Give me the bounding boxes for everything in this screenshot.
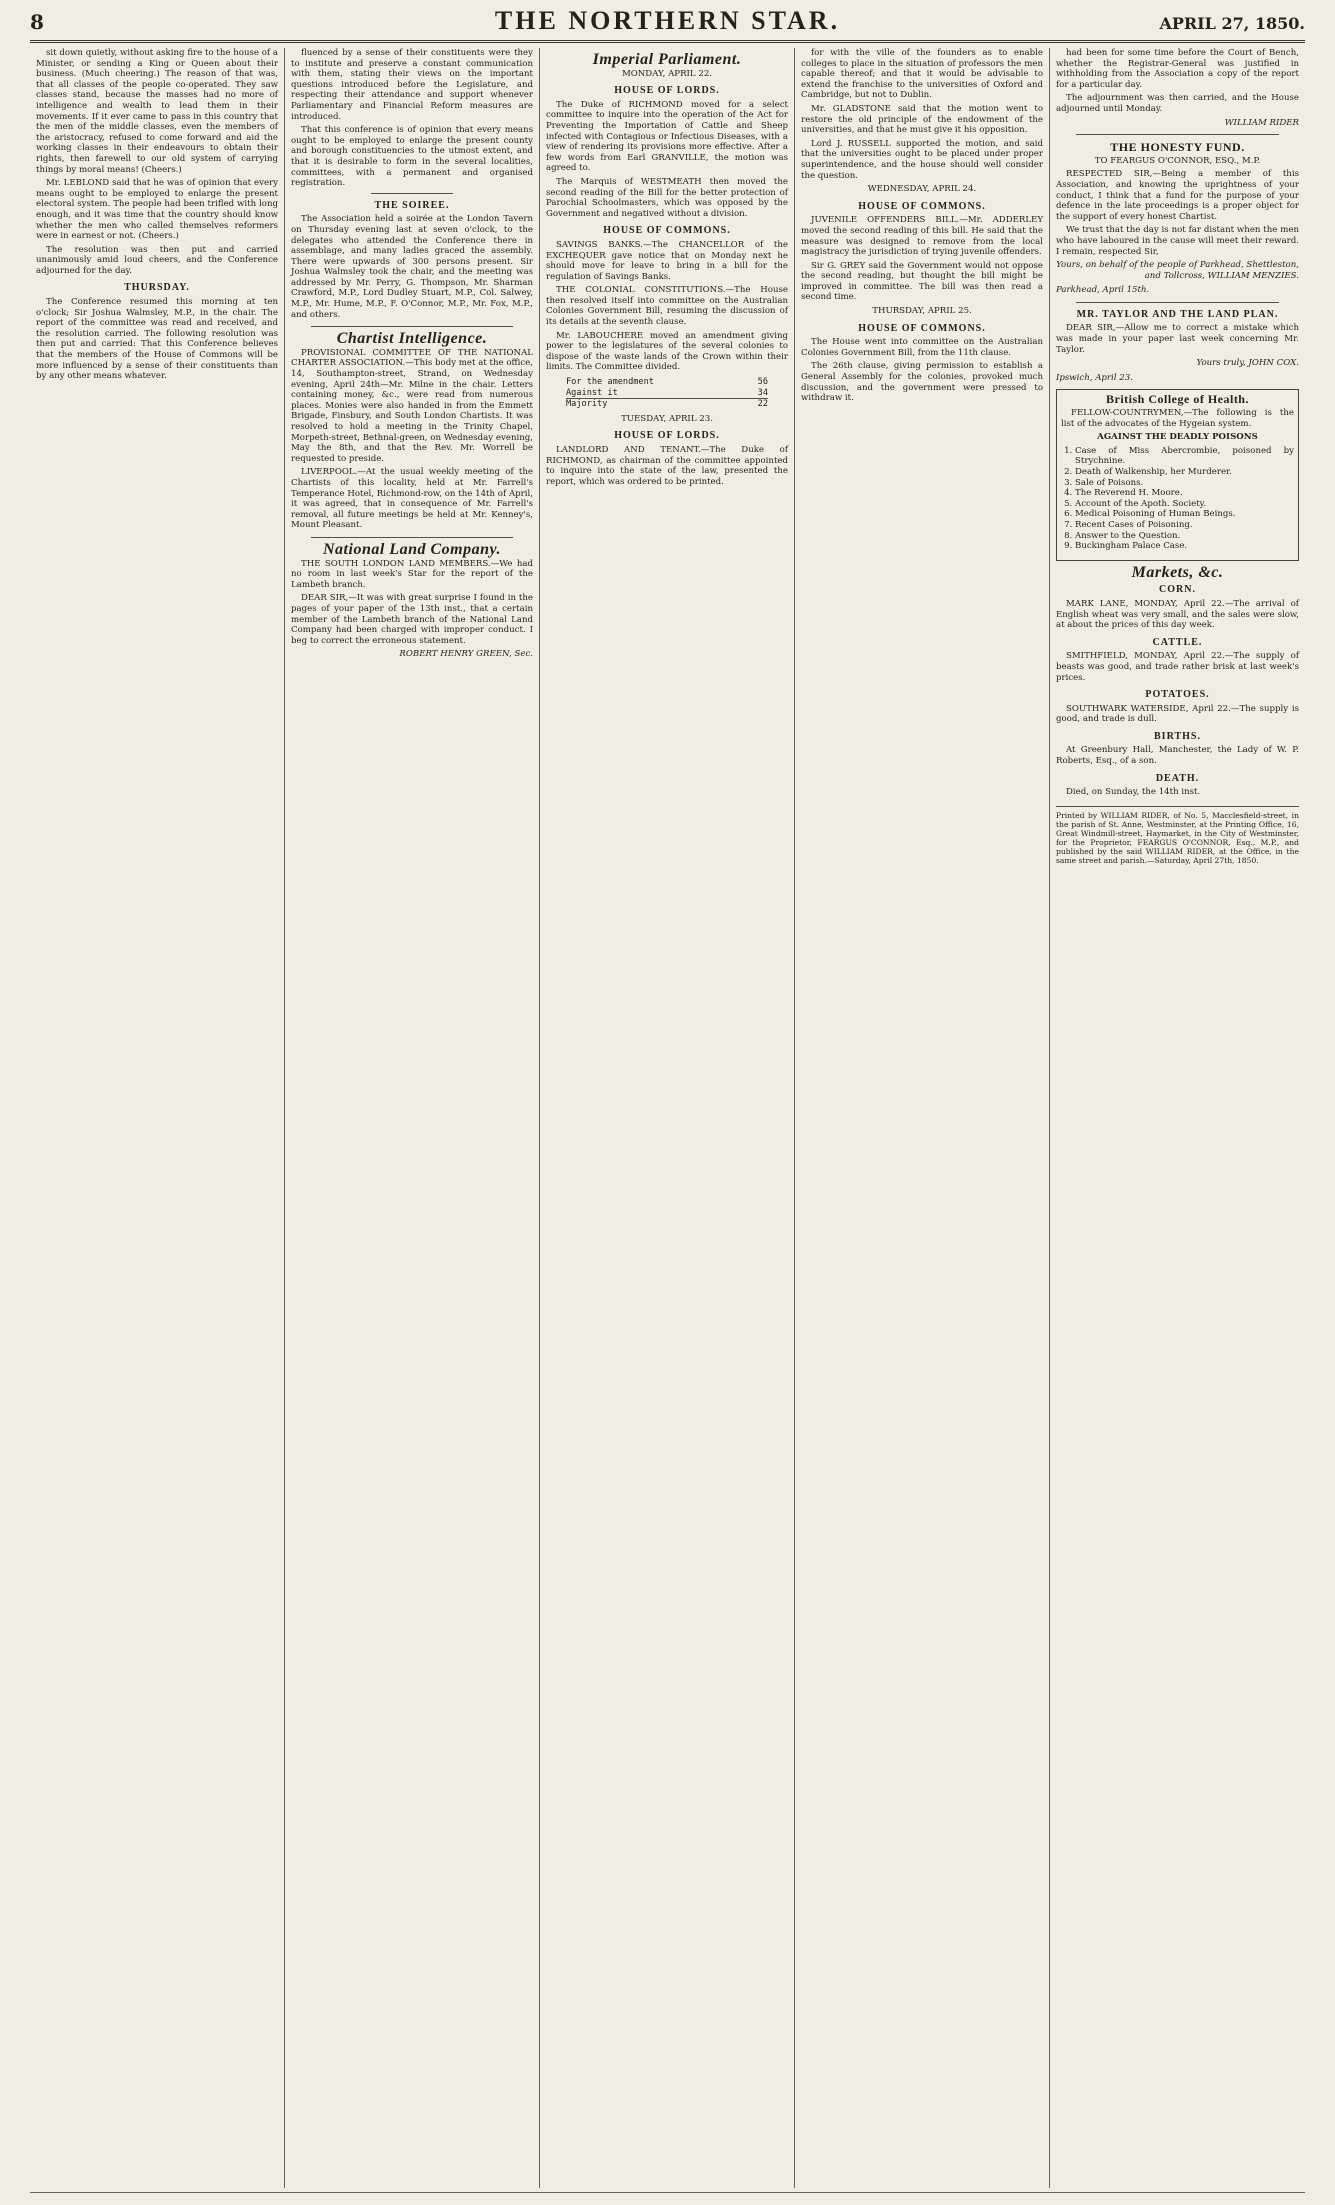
article-paragraph: for with the ville of the founders as to enable colleges to place in the situation of professors the men capable thereof; and that it would be advisable to extend the franchise to the universities of Oxford and Cambridge, but not to Dublin. (801, 48, 1043, 101)
article-paragraph: Mr. LEBLOND said that he was of opinion that every means ought to be employed to enlarge the present electoral system. The people had been trifled with long enough, and it was time that the country should know whether the men who called themselves reformers were in earnest or not. (Cheers.) (36, 178, 278, 242)
masthead (30, 6, 1305, 43)
article-paragraph: The House went into committee on the Australian Colonies Government Bill, from the 11th clause. (801, 337, 1043, 358)
article-paragraph: LIVERPOOL.—At the usual weekly meeting of the Chartists of this locality, held at Mr. Farrell's Temperance Hotel, Richmond-row, on the 14th of April, it was agreed, that in consequence of Mr. Farrell's removal, all future meetings be held at Mr. Kenney's, Mount Pleasant. (291, 467, 533, 531)
article-paragraph: The resolution was then put and carried unanimously amid loud cheers, and the Conference adjourned for the day. (36, 244, 278, 276)
article-paragraph: Lord J. RUSSELL supported the motion, and said that the universities ought to be placed under proper superintendence, and the house should well consider the question. (801, 138, 1043, 181)
bottom-rule (30, 2192, 1305, 2193)
list-item: 1. Case of Miss Abercrombie, poisoned by Strychnine. (1075, 446, 1294, 467)
divider (311, 537, 513, 538)
section-heading: MR. TAYLOR AND THE LAND PLAN. (1076, 308, 1279, 320)
section-heading: Imperial Parliament. (592, 51, 742, 68)
division-label: Majority (566, 399, 608, 410)
article-paragraph: The adjournment was then carried, and the House adjourned until Monday. (1056, 93, 1299, 114)
section-heading: THE HONESTY FUND. (1110, 140, 1245, 155)
signature: Yours truly, JOHN COX. (1196, 358, 1299, 369)
subsection-heading: HOUSE OF LORDS. (614, 430, 720, 442)
subsection-heading: HOUSE OF COMMONS. (603, 225, 731, 237)
article-paragraph: Mr. LABOUCHERE moved an amendment giving power to the legislatures of the several colonies to dispose of the waste lands of the Crown within their limits. The Committee divided. (546, 330, 788, 373)
article-paragraph: LANDLORD AND TENANT.—The Duke of RICHMOND, as chairman of the committee appointed to inquire into the state of the law, presented the report, which was ordered to be printed. (546, 445, 788, 487)
subsection-heading: HOUSE OF COMMONS. (858, 200, 986, 212)
division-value: 22 (757, 399, 768, 410)
ad-list-title: AGAINST THE DEADLY POISONS (1097, 432, 1258, 443)
page-number: 8 (30, 10, 44, 34)
division-value: 56 (757, 377, 768, 388)
article-paragraph: RESPECTED SIR,—Being a member of this Association, and knowing the uprightness of your conduct, I think that a fund for the purpose of your defence in the late proceedings is a proper object for the support of every honest Chartist. (1056, 169, 1299, 222)
list-item: 8. Answer to the Question. (1075, 531, 1294, 542)
signature: Yours, on behalf of the people of Parkhead, Shettleston, and Tollcross, WILLIAM MENZIES. (1056, 260, 1299, 281)
article-paragraph: Died, on Sunday, the 14th inst. (1066, 787, 1201, 798)
newspaper-title: THE NORTHERN STAR. (494, 6, 841, 35)
article-paragraph: We trust that the day is not far distant when the men who have laboured in the cause will meet their reward. I remain, respected Sir, (1056, 225, 1299, 257)
dateline: Ipswich, April 23. (1056, 372, 1133, 383)
list-item: 3. Sale of Poisons. (1075, 478, 1294, 489)
article-paragraph: SMITHFIELD, MONDAY, April 22.—The supply of beasts was good, and trade rather brisk at last week's prices. (1056, 651, 1299, 683)
article-paragraph: The Association held a soirée at the London Tavern on Thursday evening last at seven o'clock, to the delegates who attended the Conference there in assemblage, and many ladies graced the assembly. There were upwards of 300 persons present. Sir Joshua Walmsley took the chair, and the meeting was addressed by Mr. Perry, G. Thompson, Mr. Sharman Crawford, M.P., Lord Dudley Stuart, M.P., Col. Salwey, M.P., Mr. Hume, M.P., F. O'Connor, M.P., Mr. Fox, M.P., and others. (291, 214, 533, 320)
list-item: 2. Death of Walkenship, her Murderer. (1075, 467, 1294, 478)
date-line: TUESDAY, APRIL 23. (621, 413, 713, 424)
section-heading: Chartist Intelligence. (336, 330, 488, 348)
article-paragraph: That this conference is of opinion that every means ought to be employed to enlarge the present county and borough constituencies to the utmost extent, and that it is desirable to form in the several localities, committees, with a permanent and organised registration. (291, 125, 533, 189)
divider (371, 193, 453, 194)
article-paragraph: fluenced by a sense of their constituents were they to institute and preserve a constant communication with them, stating their views on the important questions introduced before the Legislature, and respecting their attendance and support whenever Parliamentary and Financial Reform measures are introduced. (291, 48, 533, 122)
divider (1076, 134, 1279, 135)
section-heading: THURSDAY. (124, 282, 190, 294)
list-item: 6. Medical Poisoning of Human Beings. (1075, 509, 1294, 520)
article-paragraph: At Greenbury Hall, Manchester, the Lady of W. P. Roberts, Esq., of a son. (1056, 745, 1299, 767)
subsection-heading: DEATH. (1155, 772, 1200, 784)
article-paragraph: The Duke of RICHMOND moved for a select committee to inquire into the operation of the Act for Preventing the Importation of Cattle and Sheep infected with Contagious or Infectious Diseases, with a view of rendering its provisions more effective. After a few words from Earl GRANVILLE, the motion was agreed to. (546, 99, 788, 174)
divider (1076, 302, 1279, 303)
issue-date: APRIL 27, 1850. (1159, 14, 1305, 33)
ad-list (1075, 446, 1294, 552)
article-paragraph: MARK LANE, MONDAY, April 22.—The arrival of English wheat was very small, and the sales were slow, at about the prices of this day week. (1056, 598, 1299, 631)
divider (311, 326, 513, 327)
columns (30, 48, 1305, 2188)
date-line: THURSDAY, APRIL 25. (872, 306, 972, 317)
article-paragraph: DEAR SIR,—It was with great surprise I found in the pages of your paper of the 13th inst., that a certain member of the Lambeth branch of the National Land Company had been charged with improper conduct. I beg to correct the erroneous statement. (291, 593, 533, 646)
article-paragraph: Mr. GLADSTONE said that the motion went to restore the old principle of the endowment of the universities, and that he must give it his opposition. (801, 103, 1043, 136)
column-5 (1050, 48, 1305, 2188)
list-item: 7. Recent Cases of Poisoning. (1075, 520, 1294, 531)
column-1 (30, 48, 285, 2188)
subsection-heading: POTATOES. (1145, 689, 1210, 701)
division-label: Against it (566, 387, 618, 398)
date-line: MONDAY, APRIL 22. (621, 68, 713, 79)
article-paragraph: The 26th clause, giving permission to establish a General Assembly for the colonies, provoked much discussion, and the government were pressed to withdraw it. (801, 361, 1043, 404)
article-paragraph: JUVENILE OFFENDERS BILL.—Mr. ADDERLEY moved the second reading of this bill. He said that the measure was designed to remove from the local magistracy the jurisdiction of trying juvenile offenders. (801, 215, 1043, 258)
subsection-heading: HOUSE OF COMMONS. (858, 322, 986, 334)
article-paragraph: PROVISIONAL COMMITTEE OF THE NATIONAL CHARTER ASSOCIATION.—This body met at the office, 14, Southampton-street, Strand, on Wednesday evening, April 24th—Mr. Milne in the chair. Letters containing money, &c., were read from numerous places. Monies were also handed in from the Emmett Brigade, Finsbury, and South London Chartists. It was resolved to hold a meeting in the Trinity Chapel, Morpeth-street, Bethnal-green, on Wednesday evening, May the 8th, and that the Rev. Mr. Worrell be requested to preside. (291, 347, 533, 464)
list-item: 9. Buckingham Palace Case. (1075, 541, 1294, 552)
section-heading: Markets, &c. (1131, 563, 1224, 581)
salutation: TO FEARGUS O'CONNOR, ESQ., M.P. (1094, 155, 1261, 166)
ad-paragraph: FELLOW-COUNTRYMEN,—The following is the list of the advocates of the Hygeian system. (1061, 408, 1294, 429)
column-4 (795, 48, 1050, 2188)
article-paragraph: The Conference resumed this morning at ten o'clock; Sir Joshua Walmsley, M.P., in the chair. The report of the committee was read and received, and the resolution carried. The following resolution was then put and carried: That this Conference believes that the members of the House of Commons will be more influenced by a sense of their constituents than by any other means whatever. (36, 297, 278, 382)
date-line: WEDNESDAY, APRIL 24. (867, 184, 977, 195)
printer-imprint: Printed by WILLIAM RIDER, of No. 5, Macclesfield-street, in the parish of St. Anne, Westminster, at the Printing Office, 16, Great Windmill-street, Haymarket, in the City of Westminster, for the Proprietor, FEARGUS O'CONNOR, Esq., M.P., and published by the said WILLIAM RIDER, at the Office, in the same street and parish.—Saturday, April 27th, 1850. (1056, 806, 1299, 865)
division-value: 34 (757, 387, 768, 398)
article-paragraph: THE SOUTH LONDON LAND MEMBERS.—We had no room in last week's Star for the report of the Lambeth branch. (291, 558, 533, 590)
subsection-heading: BIRTHS. (1154, 730, 1201, 742)
column-2 (285, 48, 540, 2188)
article-paragraph: SAVINGS BANKS.—The CHANCELLOR of the EXCHEQUER gave notice that on Monday next he should move for leave to bring in a bill for the regulation of Savings Banks. (546, 239, 788, 282)
division-table (566, 377, 768, 410)
subsection-heading: HOUSE OF LORDS. (614, 85, 720, 97)
ad-heading: British College of Health. (1106, 392, 1249, 407)
article-paragraph: SOUTHWARK WATERSIDE, April 22.—The supply is good, and trade is dull. (1056, 703, 1299, 725)
division-label: For the amendment (566, 377, 654, 388)
column-3 (540, 48, 795, 2188)
signature: WILLIAM RIDER (1224, 117, 1299, 128)
article-paragraph: had been for some time before the Court of Bench, whether the Registrar-General was justified in withholding from the Association a copy of the report for a particular day. (1056, 48, 1299, 90)
article-paragraph: DEAR SIR,—Allow me to correct a mistake which was made in your paper last week concerning Mr. Taylor. (1056, 323, 1299, 355)
dateline: Parkhead, April 15th. (1056, 285, 1150, 296)
advertisement (1056, 389, 1299, 560)
section-heading: THE SOIREE. (374, 199, 450, 211)
article-paragraph: The Marquis of WESTMEATH then moved the second reading of the Bill for the better protection of Parochial Schoolmasters, which was opposed by the Government and negatived without a division. (546, 176, 788, 219)
section-heading: National Land Company. (323, 540, 501, 558)
list-item: 5. Account of the Apoth. Society. (1075, 499, 1294, 510)
subsection-heading: CATTLE. (1152, 636, 1203, 648)
article-paragraph: THE COLONIAL CONSTITUTIONS.—The House then resolved itself into committee on the Australian Colonies Government Bill, resuming the discussion of its details at the seventh clause. (546, 285, 788, 328)
article-paragraph: sit down quietly, without asking fire to the house of a Minister, or sending a King or Queen about their business. (Much cheering.) The reason of that was, that all classes of the people co-operated. They saw classes stand, because the masses had no more of intelligence and wealth to lead them in their movements. If it ever came to pass in this country that the men of the middle classes, even the members of the aristocracy, refused to come forward and aid the working classes in their endeavours to obtain their rights, then farewell to our old system of carrying things by moral means! (Cheers.) (36, 48, 278, 175)
article-paragraph: Sir G. GREY said the Government would not oppose the second reading, but thought the bill might be improved in committee. The bill was then read a second time. (801, 260, 1043, 303)
signature: ROBERT HENRY GREEN, Sec. (399, 649, 533, 660)
list-item: 4. The Reverend H. Moore. (1075, 488, 1294, 499)
subsection-heading: CORN. (1159, 584, 1196, 596)
